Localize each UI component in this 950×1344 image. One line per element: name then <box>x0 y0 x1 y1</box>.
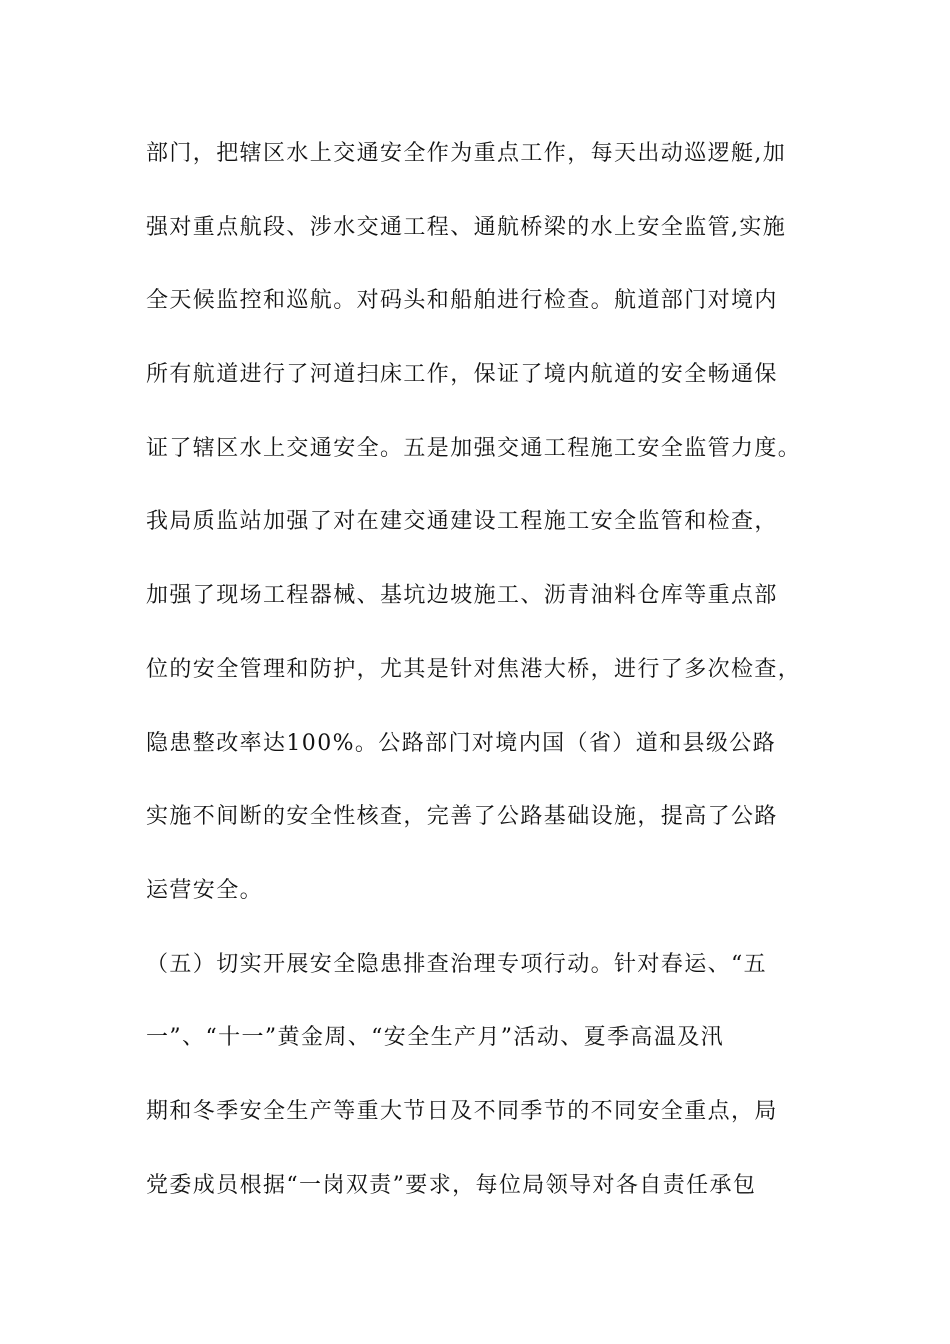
body-text <box>146 131 826 1236</box>
section-heading-line: （五）切实开展安全隐患排查治理专项行动。针对春运、“五 <box>146 951 768 977</box>
text-line: 我局质监站加强了对在建交通建设工程施工安全监管和检查， <box>146 509 778 535</box>
text-line: 加强了现场工程器械、基坑边坡施工、沥青油料仓库等重点部 <box>146 583 778 609</box>
text-line: 强对重点航段、涉水交通工程、通航桥梁的水上安全监管,实施 <box>146 214 787 240</box>
text-line: 实施不间断的安全性核查，完善了公路基础设施，提高了公路 <box>146 804 778 830</box>
text-line: 部门，把辖区水上交通安全作为重点工作，每天出动巡逻艇,加 <box>146 141 787 166</box>
text-line: 党委成员根据“一岗双责”要求，每位局领导对各自责任承包 <box>146 1172 757 1198</box>
text-line: 全天候监控和巡航。对码头和船舶进行检查。航道部门对境内 <box>146 288 778 314</box>
text-line: 所有航道进行了河道扫床工作，保证了境内航道的安全畅通保 <box>146 362 778 388</box>
text-line: 证了辖区水上交通安全。五是加强交通工程施工安全监管力度。 <box>146 435 802 461</box>
text-line: 一”、“十一”黄金周、“安全生产月”活动、夏季高温及汛 <box>146 1025 725 1051</box>
text-line: 隐患整改率达100%。公路部门对境内国（省）道和县级公路 <box>146 730 777 756</box>
text-line: 运营安全。 <box>146 877 264 903</box>
text-line: 期和冬季安全生产等重大节日及不同季节的不同安全重点，局 <box>146 1098 778 1124</box>
text-line: 位的安全管理和防护，尤其是针对焦港大桥，进行了多次检查， <box>146 656 802 682</box>
